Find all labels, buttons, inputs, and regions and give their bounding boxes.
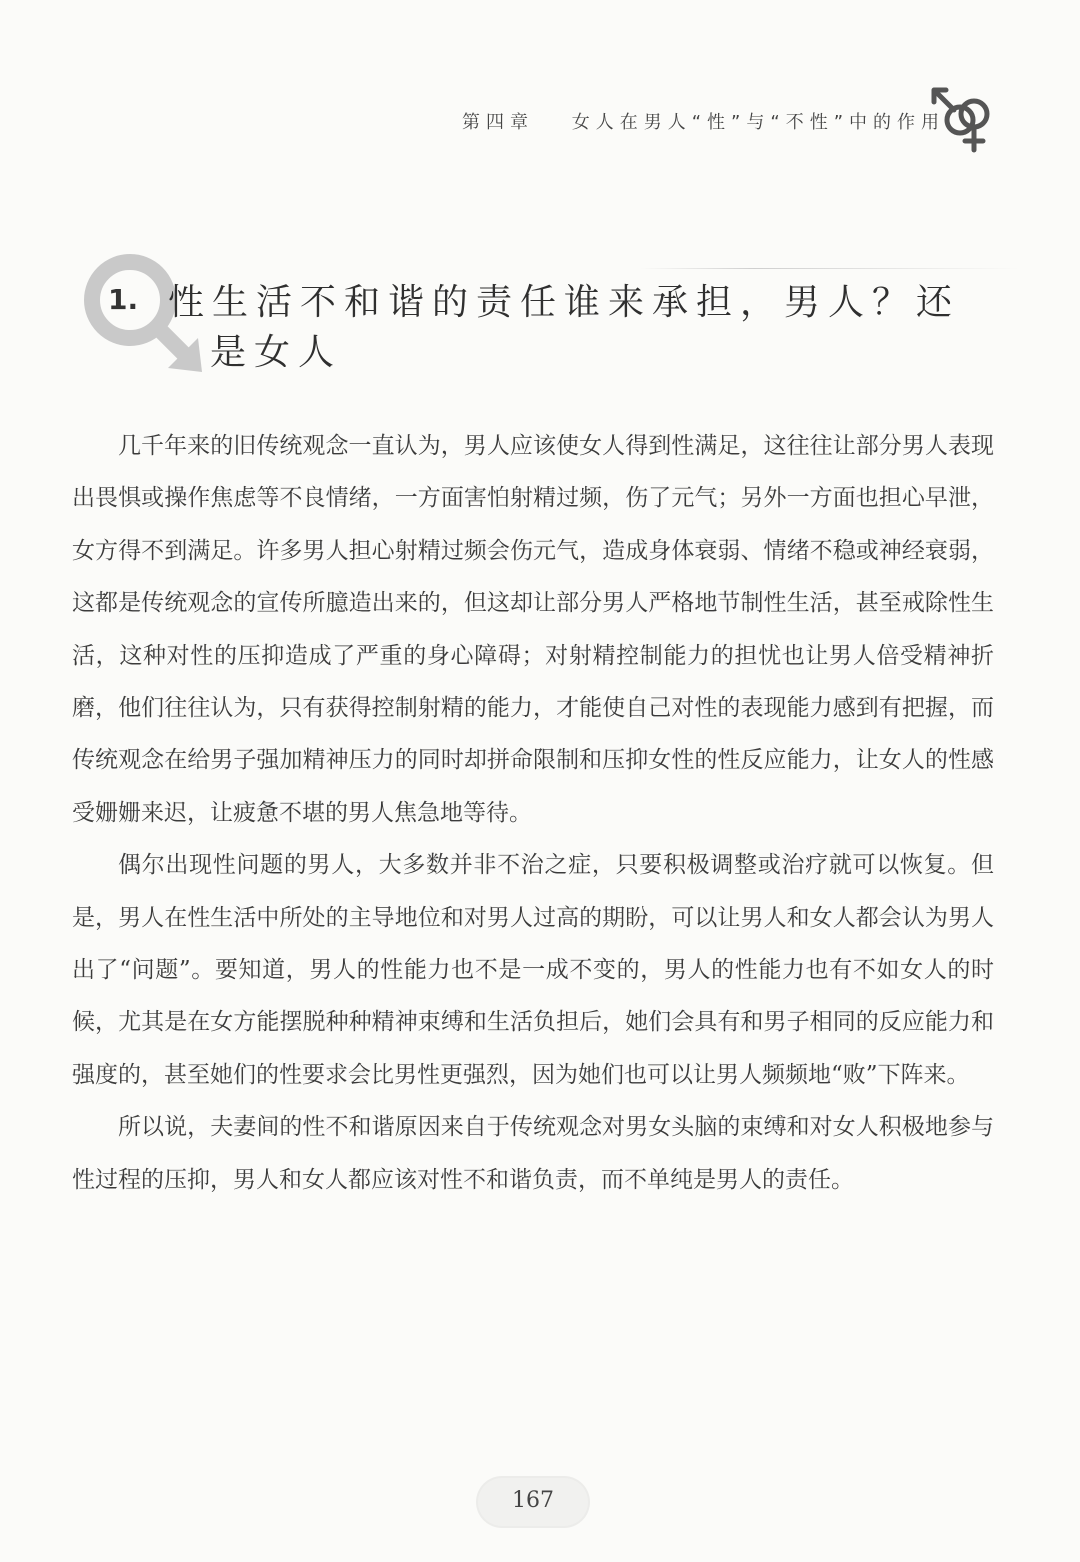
paragraph: 几千年来的旧传统观念一直认为，男人应该使女人得到性满足，这往往让部分男人表现出畏惧或操作焦虑等不良情绪，一方面害怕射精过频，伤了元气；另外一方面也担心早泄，女方得不到满足。许多男人担心射精过频会伤元气，造成身体衰弱、情绪不稳或神经衰弱，这都是传统观念的宣传所臆造出来的，但这却让部分男人严格地节制性生活，甚至戒除性生活，这种对性的压抑造成了严重的身心障碍；对射精控制能力的担忧也让男人倍受精神折磨，他们往往认为，只有获得控制射精的能力，才能使自己对性的表现能力感到有把握，而传统观念在给男子强加精神压力的同时却拼命限制和压抑女性的性反应能力，让女人的性感受姗姗来迟，让疲惫不堪的男人焦急地等待。 [72,433,994,826]
section-title-line-2: 是女人 [210,332,343,373]
paragraph: 所以说，夫妻间的性不和谐原因来自于传统观念对男女头脑的束缚和对女人积极地参与性过程的压抑，男人和女人都应该对性不和谐负责，而不单纯是男人的责任。 [72,1114,994,1193]
chapter-label: 第四章 [462,112,534,133]
chapter-title: 女人在男人“性”与“不性”中的作用 [571,112,946,133]
running-header [462,108,945,134]
section-title-line-1: 性生活不和谐的责任谁来承担，男人？还 [168,282,961,323]
page-number: 167 [512,1488,554,1513]
gender-symbols-icon [930,86,996,154]
title-rule [640,268,1020,269]
section-number: 1. [108,283,139,316]
paragraph: 偶尔出现性问题的男人，大多数并非不治之症，只要积极调整或治疗就可以恢复。但是，男人在性生活中所处的主导地位和对男人过高的期盼，可以让男人和女人都会认为男人出了“问题”。要知道，男人的性能力也不是一成不变的，男人的性能力也有不如女人的时候，尤其是在女方能摆脱种种精神束缚和生活负担后，她们会具有和男子相同的反应能力和强度的，甚至她们的性要求会比男性更强烈，因为她们也可以让男人频频地“败”下阵来。 [72,852,994,1088]
body-text [72,420,994,1206]
section-title [168,278,988,378]
